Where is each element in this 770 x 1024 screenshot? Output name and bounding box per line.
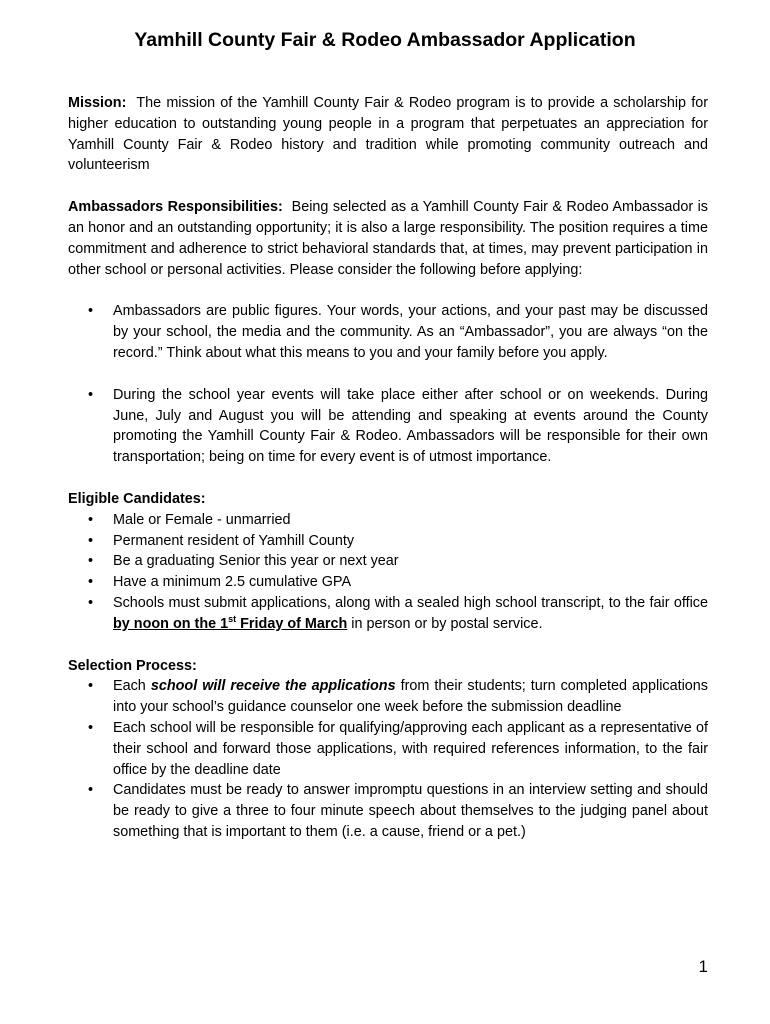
list-item: • Each school will receive the applications from their students; turn completed applications into your school’s guidance counselor one week before the submission deadline [68, 676, 708, 718]
list-item: • Candidates must be ready to answer impromptu questions in an interview setting and should be ready to give a three to four minute speech about themselves to the judging panel about something that is important to them (i.e. a cause, friend or a pet.) [68, 780, 708, 842]
responsibilities-paragraph [68, 197, 708, 280]
submission-method: in person or by postal service. [347, 615, 543, 632]
list-item: • Have a minimum 2.5 cumulative GPA [68, 572, 708, 593]
list-item: • Permanent resident of Yamhill County [68, 531, 708, 552]
document-body [68, 93, 708, 843]
submission-deadline: by noon on the 1st Friday of March [113, 613, 348, 632]
list-item: • Male or Female - unmarried [68, 510, 708, 531]
mission-text: The mission of the Yamhill County Fair & Rodeo program is to provide a scholarship for higher education to outstanding young people in a program that perpetuates an appreciation for Yamhill County Fair & Rodeo history and tradition while promoting community outreach and volunteerism [68, 95, 708, 174]
submission-text: Schools must submit applications, along with a sealed high school transcript, to the fair office [113, 594, 708, 611]
responsibilities-list [68, 301, 708, 468]
eligible-list [68, 510, 708, 635]
page-title: Yamhill County Fair & Rodeo Ambassador Application [134, 29, 636, 51]
emphasis-text: school will receive the applications [150, 678, 396, 695]
eligible-heading: Eligible Candidates: [68, 490, 206, 507]
page-number: 1 [698, 957, 708, 976]
selection-heading: Selection Process: [68, 657, 197, 674]
mission-paragraph [68, 93, 708, 176]
selection-list [68, 676, 708, 842]
list-item: • Ambassadors are public figures. Your words, your actions, and your past may be discussed by your school, the media and the community. As an “Ambassador”, you are always “on the record.” Think about what this means to you and your family before you apply. [68, 301, 708, 363]
mission-label: Mission: [68, 95, 127, 111]
list-item: • Each school will be responsible for qualifying/approving each applicant as a representative of their school and forward those applications, with required references information, to the fair office by the deadline date [68, 718, 708, 780]
list-item: • Be a graduating Senior this year or next year [68, 551, 708, 572]
responsibilities-label: Ambassadors Responsibilities: [68, 199, 283, 216]
list-item: • During the school year events will take place either after school or on weekends. During June, July and August you will be attending and speaking at events around the County promoting the Yamhill County Fair & Rodeo. Ambassadors will be responsible for their own transportation; being on time for every event is of utmost importance. [68, 385, 708, 468]
responsibilities-text: Being selected as a Yamhill County Fair & Rodeo Ambassador is an honor and an outstanding opportunity; it is also a large responsibility. The position requires a time commitment and adherence to strict behavioral standards that, at times, may prevent participation in other school or personal activities. Please consider the following before applying: [68, 199, 709, 278]
list-item [68, 593, 708, 635]
